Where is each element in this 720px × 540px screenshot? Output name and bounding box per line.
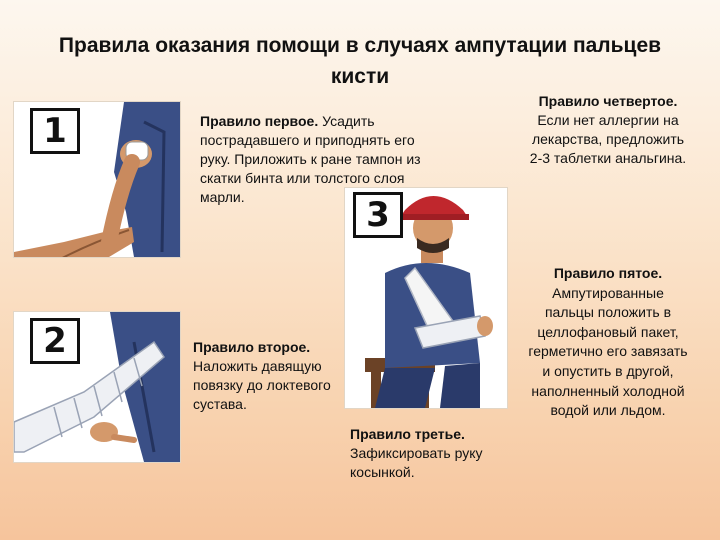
step-number-1: 1 [30,108,80,154]
rule-1-heading: Правило первое. [200,113,319,129]
illustration-1 [14,102,180,257]
step-number-3: 3 [353,192,403,238]
rule-1-text [200,112,445,207]
rule-2-text [193,338,333,414]
illustration-2 [14,312,180,462]
rule-5-text [528,264,688,421]
rule-2-heading: Правило второе. [193,339,311,355]
rule-5-heading: Правило пятое. [553,265,663,281]
rule-1-body: Усадить пострадавшего и приподнять его руку. Приложить к ране тампон из скатки бинта или толстого слоя марли. [200,113,421,205]
illustration-3 [345,188,507,408]
step-number-2: 2 [30,318,80,364]
rule-4-heading: Правило четвертое. [538,93,678,109]
rule-4-body: Если нет аллергии на лекарства, предложить 2-3 таблетки анальгина. [529,112,687,166]
page-title: Правила оказания помощи в случаях ампутации пальцев кисти [58,34,662,88]
rule-5-body: Ампутированные пальцы положить в целлофановый пакет, герметично его завязать и опустить в другой, наполненный холодной водой или льдом. [528,284,688,419]
rule-3-heading: Правило третье. [350,426,465,442]
rule-3-body: Зафиксировать руку косынкой. [350,445,483,480]
rule-4-text [528,92,688,168]
rule-2-body: Наложить давящую повязку до локтевого сустава. [193,358,331,412]
rule-3-text [350,425,500,482]
